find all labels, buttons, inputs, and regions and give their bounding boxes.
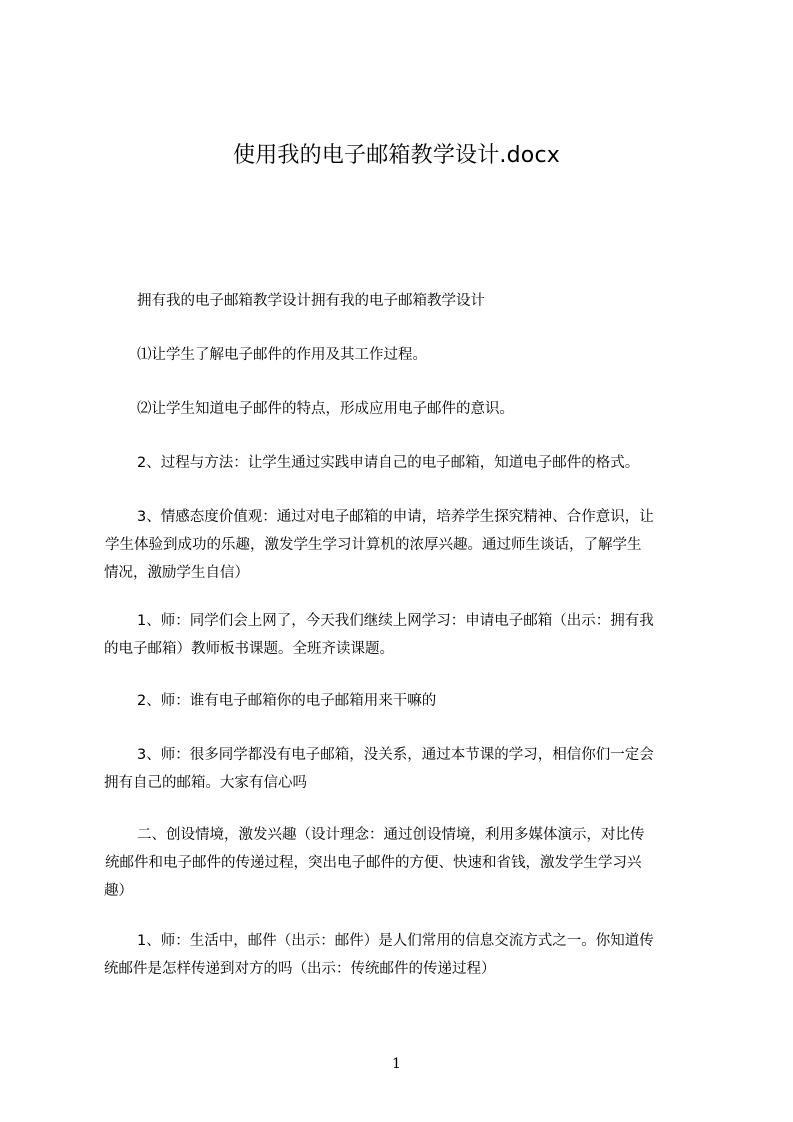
paragraph-line: 学生体验到成功的乐趣，激发学生学习计算机的浓厚兴趣。通过师生谈话，了解学生	[105, 537, 642, 553]
paragraph-line: 1、师：生活中，邮件（出示：邮件）是人们常用的信息交流方式之一。你知道传	[137, 933, 654, 949]
paragraph-line: 二、创设情境，激发兴趣（设计理念：通过创设情境，利用多媒体演示，对比传	[137, 827, 645, 843]
paragraph-line: 2、师：谁有电子邮箱你的电子邮箱用来干嘛的	[137, 693, 437, 709]
paragraph-line: ⑴让学生了解电子邮件的作用及其工作过程。	[137, 347, 427, 363]
paragraph-3	[137, 395, 514, 423]
page-number: 1	[392, 1056, 401, 1072]
paragraph-line: ⑵让学生知道电子邮件的特点，形成应用电子邮件的意识。	[137, 401, 514, 417]
paragraph-line: 3、情感态度价值观：通过对电子邮箱的申请，培养学生探究精神、合作意识，让	[137, 509, 654, 525]
paragraph-2	[137, 341, 427, 369]
paragraph-line: 1、师：同学们会上网了，今天我们继续上网学习：申请电子邮箱（出示：拥有我	[137, 613, 654, 629]
paragraph-line: 拥有自己的邮箱。大家有信心吗	[104, 775, 307, 791]
paragraph-1	[137, 287, 485, 315]
paragraph-9	[104, 821, 645, 905]
paragraph-7	[137, 687, 436, 715]
document-title: 使用我的电子邮箱教学设计.docx	[233, 143, 560, 168]
paragraph-line: 3、师：很多同学都没有电子邮箱，没关系，通过本节课的学习，相信你们一定会	[137, 747, 654, 763]
paragraph-4	[137, 449, 639, 477]
paragraph-6	[104, 607, 654, 663]
paragraph-line: 统邮件和电子邮件的传递过程，突出电子邮件的方便、快速和省钱，激发学生学习兴	[105, 855, 642, 871]
paragraph-10	[104, 927, 654, 983]
paragraph-line: 统邮件是怎样传递到对方的吗（出示：传统邮件的传递过程）	[104, 961, 496, 977]
paragraph-line: 情况，激励学生自信）	[104, 565, 249, 581]
paragraph-line: 的电子邮箱）教师板书课题。全班齐读课题。	[104, 641, 394, 657]
paragraph-line: 趣）	[104, 883, 133, 899]
paragraph-line: 拥有我的电子邮箱教学设计拥有我的电子邮箱教学设计	[137, 293, 485, 309]
paragraph-5	[104, 503, 654, 587]
paragraph-8	[104, 741, 654, 797]
paragraph-line: 2、过程与方法：让学生通过实践申请自己的电子邮箱，知道电子邮件的格式。	[137, 455, 640, 471]
